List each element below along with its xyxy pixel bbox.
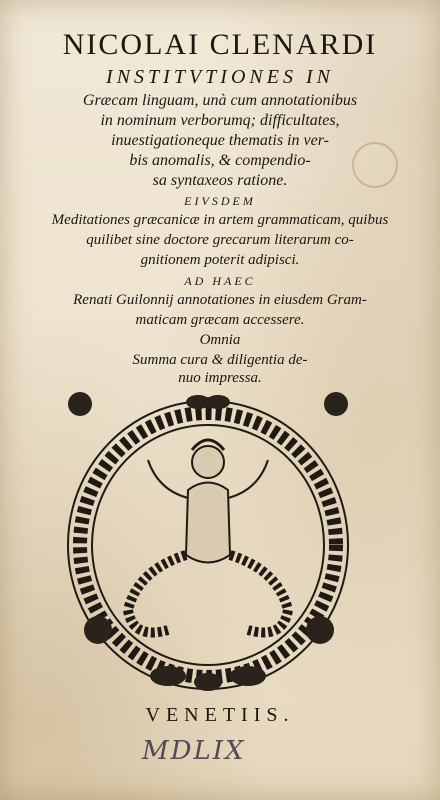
meditationes-line: Meditationes græcanicæ in artem grammaticam, quibus bbox=[51, 212, 389, 228]
closing-line: Omnia bbox=[199, 332, 241, 348]
meditationes-line: quilibet sine doctore grecarum literarum co- bbox=[86, 232, 354, 248]
imprint-place: VENETIIS. bbox=[145, 704, 295, 726]
eiusdem-heading: EIVSDEM bbox=[184, 194, 256, 208]
title-text-line: Græcam linguam, unà cum annotationibus bbox=[82, 92, 358, 109]
ad-haec-heading: AD HAEC bbox=[184, 274, 256, 288]
closing-line: nuo impressa. bbox=[178, 370, 262, 386]
printer-device-woodcut bbox=[58, 380, 358, 698]
title-text-line: bis anomalis, & compendio- bbox=[129, 152, 311, 169]
title-text-line: inuestigationeque thematis in ver- bbox=[111, 132, 329, 149]
manuscript-date-note: MDLIX bbox=[142, 736, 246, 766]
title-text-line: sa syntaxeos ratione. bbox=[152, 172, 288, 189]
work-title: INSTITVTIONES IN bbox=[106, 66, 334, 88]
title-text-line: in nominum verborumq; difficultates, bbox=[100, 112, 340, 129]
closing-line: Summa cura & diligentia de- bbox=[132, 352, 308, 368]
author-name: NICOLAI CLENARDI bbox=[62, 28, 378, 61]
meditationes-line: gnitionem poterit adipisci. bbox=[140, 252, 300, 268]
annotationes-line: Renati Guilonnij annotationes in eiusdem Gram- bbox=[73, 292, 367, 308]
annotationes-line: maticam græcam accessere. bbox=[135, 312, 305, 328]
